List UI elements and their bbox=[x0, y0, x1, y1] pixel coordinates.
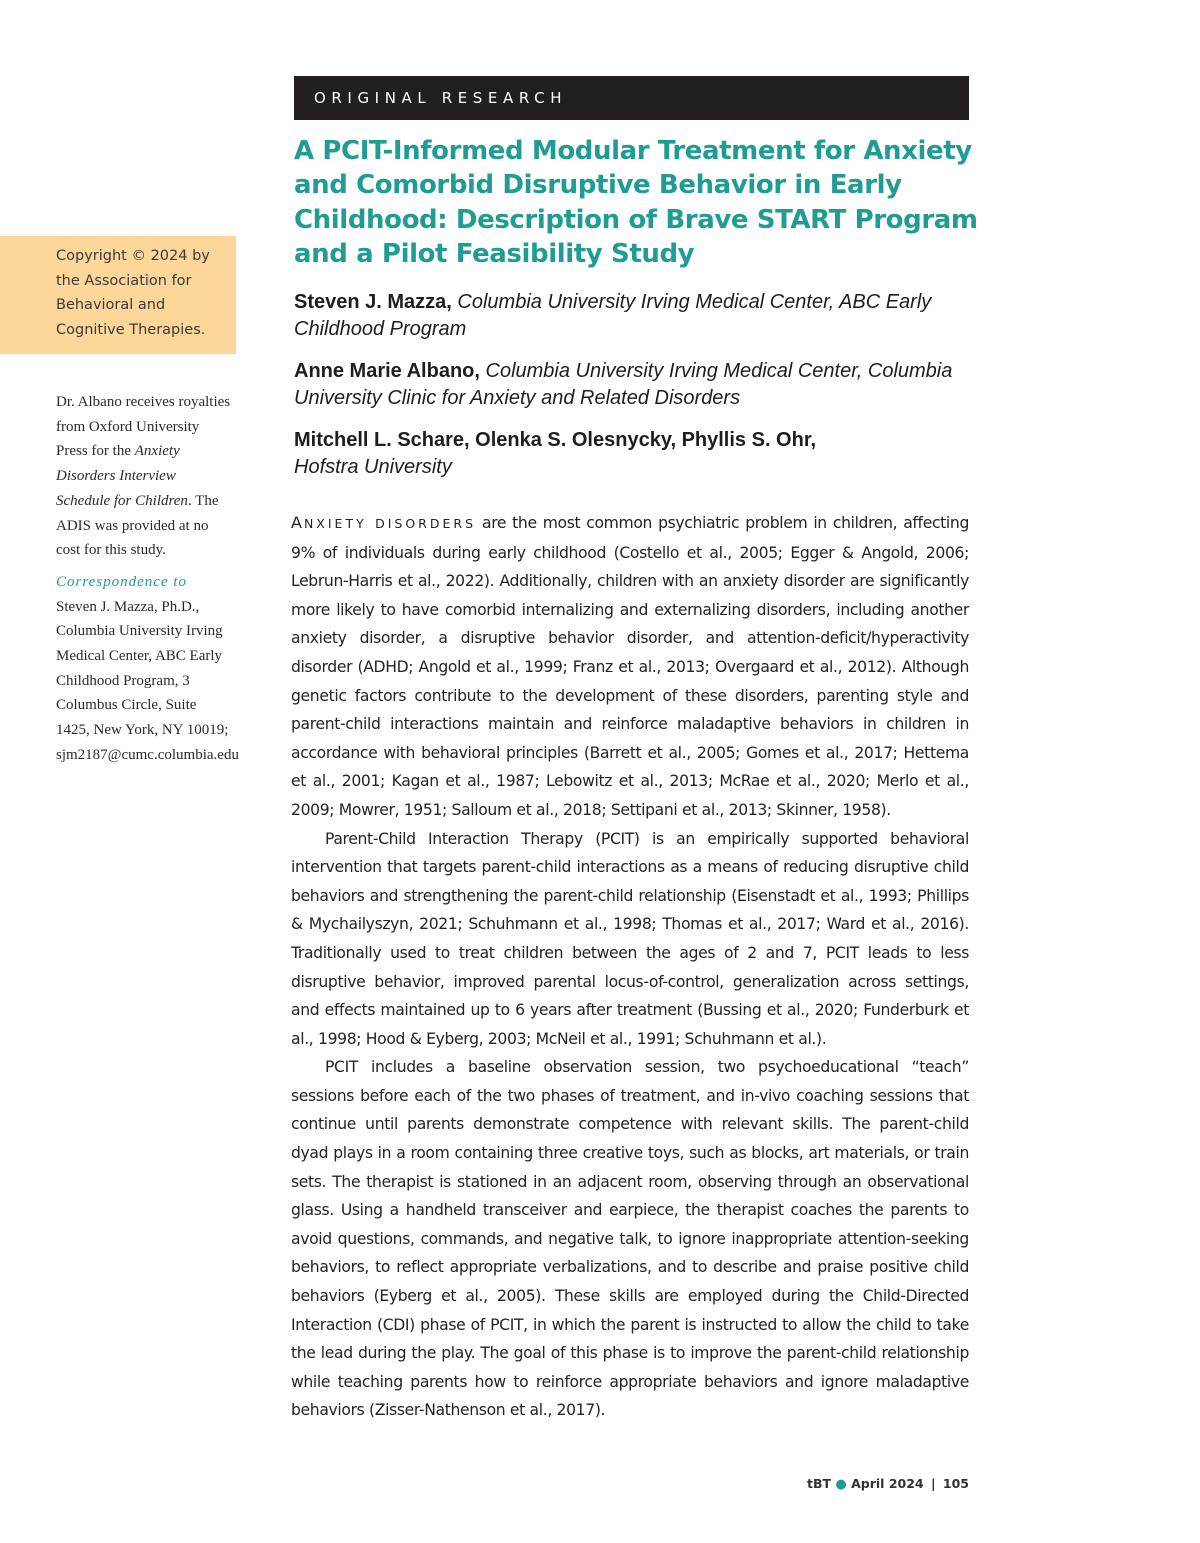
issue-date: April 2024 bbox=[851, 1476, 924, 1491]
correspondence-text: Steven J. Mazza, Ph.D., Columbia University Irving Medical Center, ABC Early Childhood Program, 3 Columbus Circle, Suite 1425, New York, NY 10019; sjm2187@cumc.columbia.edu bbox=[56, 598, 239, 763]
section-banner bbox=[294, 76, 969, 120]
funding-disclosure bbox=[56, 390, 231, 563]
disclosure-title: Anxiety Disorders Interview Schedule for Children bbox=[56, 443, 188, 509]
body-paragraph: Parent-Child Interaction Therapy (PCIT) is an empirically supported behavioral intervention that targets parent-child interactions as a means of reducing disruptive child behaviors and strengthening the parent-child relationship (Eisenstadt et al., 1993; Phillips & Mychailyszyn, 2021; Schuhmann et al., 1998; Thomas et al., 2017; Ward et al., 2016). Traditionally used to treat children between the ages of 2 and 7, PCIT leads to less disruptive behavior, improved parental locus-of-control, generalization across settings, and effects maintained up to 6 years after treatment (Bussing et al., 2020; Funderburk et al., 1998; Hood & Eyberg, 2003; McNeil et al., 1991; Schuhmann et al.). bbox=[291, 829, 969, 1048]
author-name: Steven J. Mazza, bbox=[294, 291, 452, 313]
disclosure-text-end: . The ADIS was provided at no cost for this study. bbox=[56, 492, 219, 559]
sidebar-notes bbox=[56, 390, 239, 768]
body-paragraph bbox=[291, 509, 969, 825]
author-affiliation: Columbia University Irving Medical Center, Columbia University Clinic for Anxiety and Related Disorders bbox=[294, 360, 953, 409]
lead-initial: A bbox=[291, 513, 304, 532]
author-entry bbox=[294, 289, 974, 342]
copyright-notice bbox=[0, 236, 236, 354]
author-affiliation: Hofstra University bbox=[294, 455, 452, 478]
disclosure-text: Dr. Albano receives royalties from Oxford University Press for the bbox=[56, 394, 231, 460]
section-label: ORIGINAL RESEARCH bbox=[314, 89, 568, 107]
author-name: Anne Marie Albano, bbox=[294, 360, 480, 382]
lead-rest: NXIETY DISORDERS bbox=[303, 516, 476, 531]
author-entry bbox=[294, 358, 974, 411]
article-body bbox=[291, 509, 969, 1425]
copyright-text: Copyright © 2024 by the Association for Behavioral and Cognitive Therapies. bbox=[56, 248, 210, 338]
paragraph-text: are the most common psychiatric problem in children, affecting 9% of individuals during early childhood (Costello et al., 2005; Egger & Angold, 2006; Lebrun-Harris et al., 2022). Additionally, children with an anxiety disorder are significantly more likely to have comorbid internalizing and externalizing disorders, including another anxiety disorder, a disruptive behavior disorder, and attention-deficit/hyperactivity disorder (ADHD; Angold et al., 1999; Franz et al., 2013; Overgaard et al., 2012). Although genetic factors contribute to the development of these disorders, parenting style and parent-child interactions maintain and reinforce maladaptive behaviors in children in accordance with behavioral principles (Barrett et al., 2005; Gomes et al., 2017; Hettema et al., 2001; Kagan et al., 1987; Lebowitz et al., 2013; McRae et al., 2020; Merlo et al., 2009; Mowrer, 1951; Salloum et al., 2018; Settipani et al., 2013; Skinner, 1958). bbox=[291, 514, 969, 819]
bullet-dot-icon: ● bbox=[835, 1477, 847, 1492]
footer-separator: | bbox=[930, 1476, 936, 1491]
author-affiliation: Columbia University Irving Medical Center, ABC Early Childhood Program bbox=[294, 291, 932, 340]
page-footer bbox=[807, 1476, 969, 1492]
correspondence-label: Correspondence to bbox=[56, 573, 188, 590]
page-number: 105 bbox=[942, 1476, 969, 1491]
author-name: Mitchell L. Schare, Olenka S. Olesnycky, Phyllis S. Ohr, bbox=[294, 429, 817, 451]
author-entry bbox=[294, 427, 974, 480]
journal-name: tBT bbox=[807, 1476, 832, 1491]
body-paragraph: PCIT includes a baseline observation session, two psychoeducational “teach” sessions before each of the two phases of treatment, and in-vivo coaching sessions that continue until parents demonstrate competence with relevant skills. The parent-child dyad plays in a room containing three creative toys, such as blocks, art materials, or train sets. The therapist is stationed in an adjacent room, observing through an observational glass. Using a handheld transceiver and earpiece, the therapist coaches the parents to avoid questions, commands, and negative talk, to ignore inappropriate attention-seeking behaviors, to reflect appropriate verbalizations, and to describe and praise positive child behaviors (Eyberg et al., 2005). These skills are employed during the Child-Directed Interaction (CDI) phase of PCIT, in which the parent is instructed to allow the child to take the lead during the play. The goal of this phase is to improve the parent-child relationship while teaching parents how to reinforce appropriate behaviors and ignore maladaptive behaviors (Zisser-Nathenson et al., 2017). bbox=[291, 1058, 969, 1420]
lead-in-smallcaps bbox=[291, 513, 476, 532]
article-title: A PCIT-Informed Modular Treatment for Anxiety and Comorbid Disruptive Behavior in Early Childhood: Description of Brave START Program and a Pilot Feasibility Study bbox=[294, 136, 978, 269]
